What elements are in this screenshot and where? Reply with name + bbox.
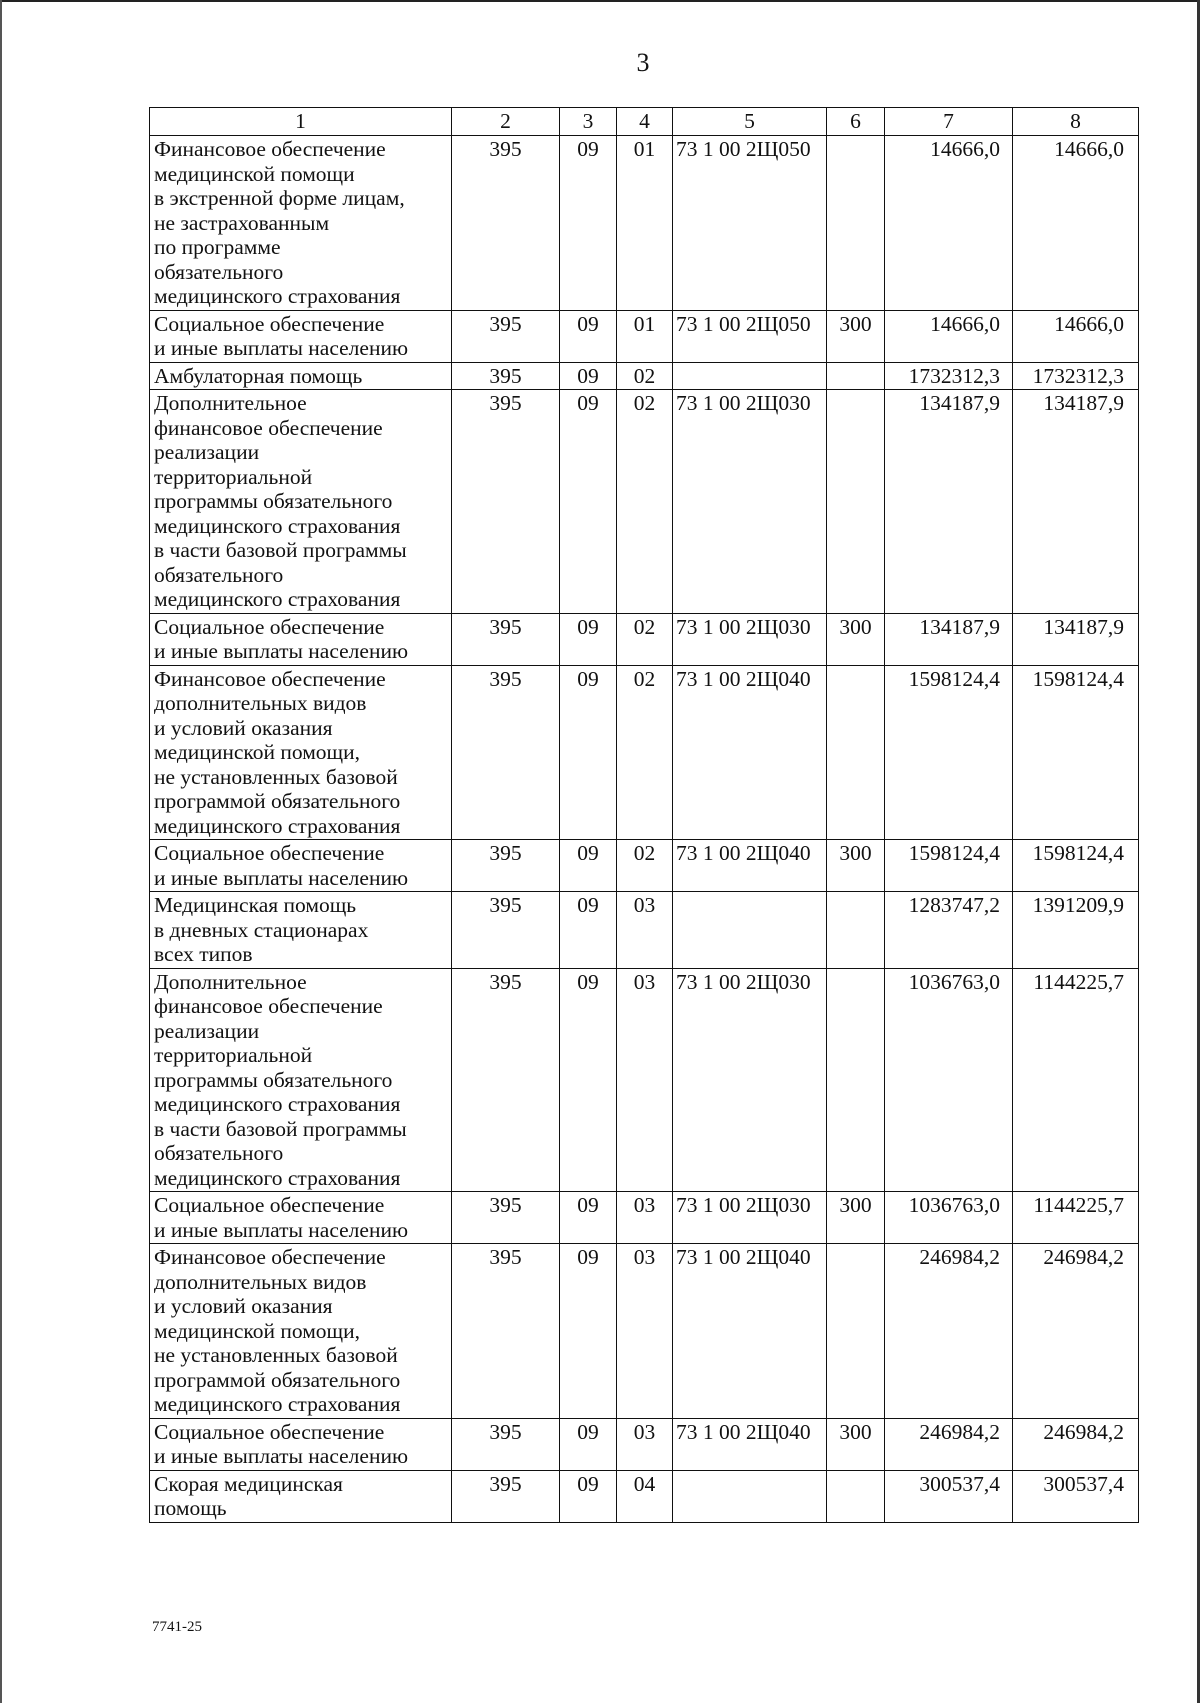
budget-table	[149, 107, 1139, 1523]
cell-amount-year2: 1732312,3	[1013, 362, 1139, 390]
row-name: Амбулаторная помощь	[150, 362, 452, 390]
cell-amount-year2: 246984,2	[1013, 1418, 1139, 1470]
cell-section: 09	[560, 1192, 617, 1244]
cell-amount-year2: 1598124,4	[1013, 840, 1139, 892]
cell-target-article	[673, 892, 827, 969]
column-header: 6	[827, 108, 885, 136]
table-row	[150, 136, 1139, 311]
cell-target-article: 73 1 00 2Щ030	[673, 613, 827, 665]
cell-subsection: 02	[617, 613, 673, 665]
cell-subsection: 01	[617, 310, 673, 362]
table-row	[150, 613, 1139, 665]
table-row	[150, 362, 1139, 390]
cell-amount-year1: 1036763,0	[885, 1192, 1013, 1244]
cell-admin-code: 395	[452, 968, 560, 1192]
cell-expense-type	[827, 136, 885, 311]
table-row	[150, 665, 1139, 840]
cell-admin-code: 395	[452, 665, 560, 840]
cell-amount-year2: 134187,9	[1013, 613, 1139, 665]
cell-amount-year1: 300537,4	[885, 1470, 1013, 1522]
cell-target-article	[673, 1470, 827, 1522]
cell-expense-type: 300	[827, 840, 885, 892]
cell-section: 09	[560, 1244, 617, 1419]
cell-admin-code: 395	[452, 310, 560, 362]
cell-subsection: 02	[617, 362, 673, 390]
row-name: Финансовое обеспечение дополнительных видов и условий оказания медицинской помощи, не установленных базовой программой обязательного медицинского страхования	[150, 1244, 452, 1419]
row-name: Социальное обеспечение и иные выплаты населению	[150, 310, 452, 362]
table-row	[150, 310, 1139, 362]
cell-amount-year2: 300537,4	[1013, 1470, 1139, 1522]
cell-amount-year2: 134187,9	[1013, 390, 1139, 614]
cell-target-article: 73 1 00 2Щ040	[673, 1244, 827, 1419]
cell-expense-type: 300	[827, 1192, 885, 1244]
cell-admin-code: 395	[452, 1470, 560, 1522]
table-header-row	[150, 108, 1139, 136]
row-name: Финансовое обеспечение дополнительных видов и условий оказания медицинской помощи, не установленных базовой программой обязательного медицинского страхования	[150, 665, 452, 840]
cell-target-article: 73 1 00 2Щ040	[673, 665, 827, 840]
cell-target-article	[673, 362, 827, 390]
cell-section: 09	[560, 665, 617, 840]
column-header: 3	[560, 108, 617, 136]
cell-amount-year1: 134187,9	[885, 613, 1013, 665]
cell-section: 09	[560, 613, 617, 665]
cell-section: 09	[560, 136, 617, 311]
cell-expense-type	[827, 1244, 885, 1419]
cell-section: 09	[560, 892, 617, 969]
column-header: 2	[452, 108, 560, 136]
cell-amount-year1: 14666,0	[885, 136, 1013, 311]
cell-subsection: 03	[617, 1418, 673, 1470]
cell-amount-year1: 14666,0	[885, 310, 1013, 362]
cell-amount-year2: 1144225,7	[1013, 968, 1139, 1192]
cell-admin-code: 395	[452, 362, 560, 390]
cell-section: 09	[560, 390, 617, 614]
row-name: Социальное обеспечение и иные выплаты населению	[150, 1192, 452, 1244]
cell-target-article: 73 1 00 2Щ040	[673, 1418, 827, 1470]
cell-admin-code: 395	[452, 1244, 560, 1419]
cell-expense-type: 300	[827, 613, 885, 665]
cell-subsection: 03	[617, 968, 673, 1192]
row-name: Дополнительное финансовое обеспечение реализации территориальной программы обязательного медицинского страхования в части базовой программы обязательного медицинского страхования	[150, 968, 452, 1192]
cell-subsection: 02	[617, 840, 673, 892]
table-row	[150, 892, 1139, 969]
scan-edge-left	[0, 0, 2, 1703]
table-row	[150, 1470, 1139, 1522]
cell-subsection: 02	[617, 665, 673, 840]
cell-target-article: 73 1 00 2Щ040	[673, 840, 827, 892]
scan-edge-top	[0, 0, 1200, 2]
column-header: 4	[617, 108, 673, 136]
cell-admin-code: 395	[452, 892, 560, 969]
table-row	[150, 1192, 1139, 1244]
cell-section: 09	[560, 310, 617, 362]
column-header: 7	[885, 108, 1013, 136]
row-name: Социальное обеспечение и иные выплаты населению	[150, 1418, 452, 1470]
cell-amount-year1: 1036763,0	[885, 968, 1013, 1192]
table-row	[150, 390, 1139, 614]
table-row	[150, 1418, 1139, 1470]
cell-subsection: 03	[617, 1244, 673, 1419]
cell-expense-type	[827, 362, 885, 390]
cell-target-article: 73 1 00 2Щ030	[673, 968, 827, 1192]
row-name: Финансовое обеспечение медицинской помощи в экстренной форме лицам, не застрахованным по программе обязательного медицинского страхования	[150, 136, 452, 311]
cell-section: 09	[560, 1418, 617, 1470]
cell-admin-code: 395	[452, 1192, 560, 1244]
cell-amount-year1: 1283747,2	[885, 892, 1013, 969]
cell-admin-code: 395	[452, 136, 560, 311]
cell-amount-year2: 1598124,4	[1013, 665, 1139, 840]
cell-admin-code: 395	[452, 390, 560, 614]
table-row	[150, 840, 1139, 892]
cell-amount-year2: 1391209,9	[1013, 892, 1139, 969]
column-header: 8	[1013, 108, 1139, 136]
cell-expense-type: 300	[827, 310, 885, 362]
row-name: Медицинская помощь в дневных стационарах всех типов	[150, 892, 452, 969]
cell-amount-year1: 1598124,4	[885, 665, 1013, 840]
row-name: Социальное обеспечение и иные выплаты населению	[150, 613, 452, 665]
cell-amount-year2: 246984,2	[1013, 1244, 1139, 1419]
cell-target-article: 73 1 00 2Щ050	[673, 136, 827, 311]
cell-amount-year1: 246984,2	[885, 1244, 1013, 1419]
cell-expense-type	[827, 665, 885, 840]
document-code: 7741-25	[152, 1619, 202, 1635]
cell-subsection: 02	[617, 390, 673, 614]
cell-amount-year1: 134187,9	[885, 390, 1013, 614]
cell-admin-code: 395	[452, 840, 560, 892]
cell-expense-type	[827, 1470, 885, 1522]
cell-section: 09	[560, 362, 617, 390]
cell-admin-code: 395	[452, 613, 560, 665]
cell-amount-year1: 1732312,3	[885, 362, 1013, 390]
cell-section: 09	[560, 840, 617, 892]
cell-target-article: 73 1 00 2Щ050	[673, 310, 827, 362]
cell-expense-type	[827, 892, 885, 969]
cell-target-article: 73 1 00 2Щ030	[673, 1192, 827, 1244]
cell-subsection: 03	[617, 892, 673, 969]
column-header: 1	[150, 108, 452, 136]
cell-section: 09	[560, 1470, 617, 1522]
cell-section: 09	[560, 968, 617, 1192]
cell-target-article: 73 1 00 2Щ030	[673, 390, 827, 614]
row-name: Скорая медицинская помощь	[150, 1470, 452, 1522]
cell-admin-code: 395	[452, 1418, 560, 1470]
cell-subsection: 01	[617, 136, 673, 311]
page-number: 3	[636, 48, 650, 77]
table-row	[150, 968, 1139, 1192]
row-name: Дополнительное финансовое обеспечение реализации территориальной программы обязательного медицинского страхования в части базовой программы обязательного медицинского страхования	[150, 390, 452, 614]
cell-expense-type: 300	[827, 1418, 885, 1470]
cell-amount-year1: 1598124,4	[885, 840, 1013, 892]
cell-amount-year1: 246984,2	[885, 1418, 1013, 1470]
cell-subsection: 04	[617, 1470, 673, 1522]
row-name: Социальное обеспечение и иные выплаты населению	[150, 840, 452, 892]
table-row	[150, 1244, 1139, 1419]
column-header: 5	[673, 108, 827, 136]
cell-expense-type	[827, 390, 885, 614]
cell-amount-year2: 1144225,7	[1013, 1192, 1139, 1244]
cell-expense-type	[827, 968, 885, 1192]
cell-amount-year2: 14666,0	[1013, 310, 1139, 362]
cell-subsection: 03	[617, 1192, 673, 1244]
cell-amount-year2: 14666,0	[1013, 136, 1139, 311]
